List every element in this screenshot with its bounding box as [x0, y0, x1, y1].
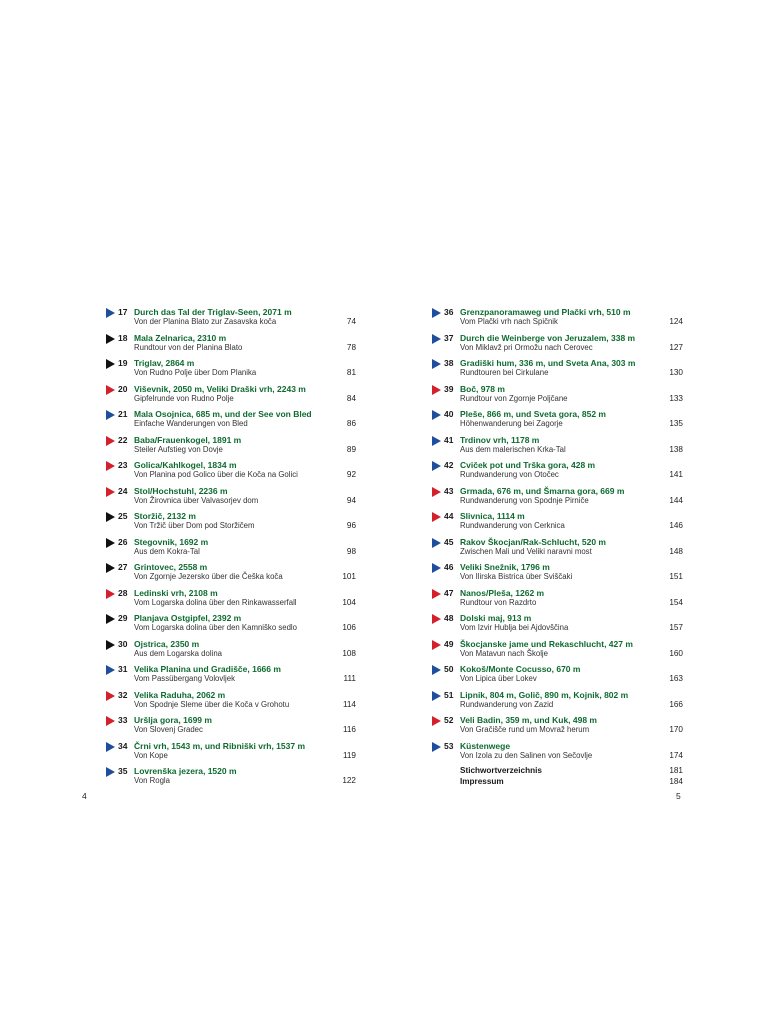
- tour-title: Dolski maj, 913 m: [460, 613, 532, 623]
- tour-subtitle: Von Rogla: [134, 776, 170, 785]
- page-ref: 160: [669, 648, 683, 658]
- page-ref: 96: [346, 521, 356, 530]
- toc-entry: [432, 740, 683, 766]
- difficulty-flag-icon: [106, 640, 115, 650]
- tour-number: 22: [118, 434, 128, 445]
- tour-number: 31: [118, 664, 128, 674]
- toc-entry: [432, 306, 683, 332]
- tour-title: Veliki Snežnik, 1796 m: [460, 562, 550, 572]
- tour-title: Lovrenška jezera, 1520 m: [134, 766, 237, 776]
- difficulty-flag-icon: [432, 563, 441, 573]
- tour-subtitle: Rundwanderung von Otočec: [460, 470, 559, 479]
- page-ref: 86: [346, 419, 356, 428]
- difficulty-flag-icon: [432, 614, 441, 624]
- tour-subtitle: Vom Izvir Hublja bei Ajdovščina: [460, 623, 569, 632]
- tour-subtitle: Zwischen Mali und Veliki naravni most: [460, 546, 592, 556]
- toc-entry: [106, 434, 356, 460]
- tour-number: 41: [444, 434, 454, 445]
- difficulty-flag-icon: [106, 665, 115, 675]
- tour-title: Slivnica, 1114 m: [460, 511, 525, 521]
- tour-subtitle: Rundwanderung von Zazid: [460, 699, 554, 709]
- page-ref: 154: [669, 597, 683, 607]
- tour-number: 43: [444, 485, 454, 496]
- tour-number: 44: [444, 511, 454, 521]
- toc-entry: [432, 689, 683, 715]
- toc-entry: [432, 663, 683, 689]
- tour-title: Ledinski vrh, 2108 m: [134, 587, 218, 598]
- toc-entry: [106, 765, 356, 791]
- tour-subtitle: Rundtour von Razdrto: [460, 597, 537, 607]
- difficulty-flag-icon: [432, 436, 441, 446]
- tour-title: Ojstrica, 2350 m: [134, 638, 200, 649]
- tour-number: 28: [118, 587, 128, 598]
- tour-number: 26: [118, 536, 128, 547]
- difficulty-flag-icon: [106, 512, 115, 522]
- tour-subtitle: Von Kope: [134, 750, 168, 760]
- difficulty-flag-icon: [106, 334, 115, 344]
- difficulty-flag-icon: [106, 742, 115, 752]
- tour-subtitle: Einfache Wanderungen von Bled: [134, 419, 248, 428]
- tour-title: Črni vrh, 1543 m, und Ribniški vrh, 1537 m: [134, 740, 306, 751]
- tour-title: Viševnik, 2050 m, Veliki Draški vrh, 2243 m: [134, 383, 306, 394]
- page-number-right: 5: [676, 791, 681, 801]
- page-ref: 111: [343, 674, 356, 683]
- difficulty-flag-icon: [432, 385, 441, 395]
- tour-number: 45: [444, 536, 454, 547]
- page-ref: 81: [346, 368, 356, 377]
- tour-title: Küstenwege: [460, 740, 511, 751]
- toc-entry: [432, 459, 683, 485]
- tour-subtitle: Von Lipica über Lokev: [460, 674, 537, 683]
- tour-title: Durch die Weinberge von Jeruzalem, 338 m: [460, 332, 636, 343]
- tour-number: 27: [118, 562, 128, 572]
- tour-subtitle: Von Tržič über Dom pod Storžičem: [134, 521, 255, 530]
- page-ref: 92: [346, 470, 356, 479]
- toc-entry: [106, 510, 356, 536]
- toc-entry: [432, 510, 683, 536]
- page-ref: 146: [669, 521, 683, 530]
- tour-title: Veli Badin, 359 m, und Kuk, 498 m: [460, 715, 597, 725]
- page-ref: 119: [342, 750, 356, 760]
- toc-entry: [106, 459, 356, 485]
- difficulty-flag-icon: [432, 716, 441, 726]
- difficulty-flag-icon: [106, 308, 115, 318]
- page-ref: 141: [669, 470, 683, 479]
- toc-entry: [106, 612, 356, 638]
- page-number-left: 4: [82, 791, 87, 801]
- tour-number: 48: [444, 613, 454, 623]
- tour-subtitle: Rundwanderung von Cerknica: [460, 521, 565, 530]
- tour-subtitle: Von Planina pod Golico über die Koča na Golici: [134, 470, 298, 479]
- tour-subtitle: Von Miklavž pri Ormožu nach Cerovec: [460, 342, 593, 352]
- difficulty-flag-icon: [432, 665, 441, 675]
- tour-title: Velika Raduha, 2062 m: [134, 689, 226, 700]
- page-ref: 144: [669, 495, 683, 505]
- tour-title: Durch das Tal der Triglav-Seen, 2071 m: [134, 307, 292, 317]
- tour-subtitle: Rundtour von der Planina Blato: [134, 342, 243, 352]
- toc-entry: [106, 663, 356, 689]
- tour-subtitle: Steiler Aufstieg von Dovje: [134, 444, 223, 454]
- page-ref: 114: [342, 699, 356, 709]
- toc-appendix-entry: [432, 765, 683, 776]
- tour-number: 17: [118, 307, 128, 317]
- page-ref: 116: [342, 725, 356, 734]
- toc-entry: [432, 587, 683, 613]
- difficulty-flag-icon: [106, 563, 115, 573]
- tour-title: Lipnik, 804 m, Golič, 890 m, Kojnik, 802 m: [460, 689, 629, 700]
- tour-title: Trdinov vrh, 1178 m: [460, 434, 540, 445]
- difficulty-flag-icon: [432, 742, 441, 752]
- toc-column-right: [432, 306, 683, 787]
- difficulty-flag-icon: [432, 512, 441, 522]
- page-ref: 106: [342, 623, 356, 632]
- tour-number: 30: [118, 638, 128, 649]
- tour-number: 21: [118, 409, 128, 419]
- difficulty-flag-icon: [106, 767, 115, 777]
- tour-subtitle: Von Slovenj Gradec: [134, 725, 203, 734]
- difficulty-flag-icon: [106, 461, 115, 471]
- tour-subtitle: Von Zgornje Jezersko über die Češka koča: [134, 572, 283, 581]
- tour-title: Stegovnik, 1692 m: [134, 536, 209, 547]
- difficulty-flag-icon: [432, 691, 441, 701]
- difficulty-flag-icon: [106, 538, 115, 548]
- tour-number: 37: [444, 332, 454, 343]
- toc-entry: [432, 536, 683, 562]
- tour-subtitle: Rundtouren bei Cirkulane: [460, 368, 549, 377]
- page-ref: 166: [669, 699, 683, 709]
- toc-entry: [106, 332, 356, 358]
- tour-title: Velika Planina und Gradišče, 1666 m: [134, 664, 281, 674]
- tour-title: Nanos/Pleša, 1262 m: [460, 587, 545, 598]
- toc-entry: [106, 408, 356, 434]
- tour-number: 50: [444, 664, 454, 674]
- toc-entry: [106, 357, 356, 383]
- toc-entry: [432, 357, 683, 383]
- toc-entry: [432, 612, 683, 638]
- page-ref: 94: [346, 495, 356, 505]
- tour-title: Triglav, 2864 m: [134, 358, 195, 368]
- page-ref: 84: [346, 393, 356, 403]
- difficulty-flag-icon: [106, 691, 115, 701]
- toc-entry: [106, 587, 356, 613]
- toc-entry: [106, 536, 356, 562]
- appendix-label: Impressum: [460, 777, 504, 786]
- tour-number: 36: [444, 307, 454, 317]
- tour-subtitle: Höhenwanderung bei Zagorje: [460, 419, 563, 428]
- difficulty-flag-icon: [106, 589, 115, 599]
- page-ref: 98: [346, 546, 356, 556]
- toc-entry: [106, 740, 356, 766]
- page-ref: 138: [669, 444, 683, 454]
- tour-subtitle: Von Ilirska Bistrica über Sviščaki: [460, 572, 573, 581]
- tour-number: 24: [118, 485, 128, 496]
- tour-subtitle: Gipfelrunde von Rudno Polje: [134, 393, 234, 403]
- page-ref: 78: [346, 342, 356, 352]
- difficulty-flag-icon: [432, 487, 441, 497]
- tour-subtitle: Vom Logarska dolina über den Rinkawasserfall: [134, 597, 297, 607]
- tour-number: 34: [118, 740, 128, 751]
- tour-title: Boč, 978 m: [460, 383, 505, 394]
- tour-subtitle: Von Izola zu den Salinen von Sečovlje: [460, 750, 593, 760]
- tour-number: 29: [118, 613, 128, 623]
- tour-number: 33: [118, 715, 128, 725]
- difficulty-flag-icon: [106, 487, 115, 497]
- page-ref: 181: [669, 766, 683, 775]
- toc-entry: [432, 638, 683, 664]
- tour-title: Planjava Ostgipfel, 2392 m: [134, 613, 242, 623]
- tour-number: 39: [444, 383, 454, 394]
- tour-subtitle: Aus dem Kokra-Tal: [134, 546, 200, 556]
- difficulty-flag-icon: [432, 308, 441, 318]
- page-ref: 89: [346, 444, 356, 454]
- page-ref: 108: [342, 648, 356, 658]
- tour-title: Mala Osojnica, 685 m, und der See von Bled: [134, 409, 312, 419]
- toc-entry: [432, 434, 683, 460]
- tour-title: Baba/Frauenkogel, 1891 m: [134, 434, 242, 445]
- tour-title: Storžič, 2132 m: [134, 511, 196, 521]
- toc-entry: [106, 689, 356, 715]
- toc-entry: [432, 383, 683, 409]
- tour-number: 47: [444, 587, 454, 598]
- tour-subtitle: Von Spodnje Sleme über die Koča v Grohotu: [134, 699, 290, 709]
- toc-entry: [106, 306, 356, 332]
- page-ref: 74: [346, 317, 356, 326]
- tour-subtitle: Von Rudno Polje über Dom Planika: [134, 368, 257, 377]
- tour-subtitle: Rundtour von Zgornje Poljčane: [460, 393, 568, 403]
- tour-title: Cviček pot und Trška gora, 428 m: [460, 460, 596, 470]
- toc-appendix-entry: [432, 776, 683, 787]
- tour-title: Stol/Hochstuhl, 2236 m: [134, 485, 228, 496]
- tour-title: Mala Zelnarica, 2310 m: [134, 332, 227, 343]
- difficulty-flag-icon: [106, 436, 115, 446]
- tour-number: 38: [444, 358, 454, 368]
- tour-number: 51: [444, 689, 454, 700]
- tour-title: Grenzpanoramaweg und Plački vrh, 510 m: [460, 307, 631, 317]
- page-ref: 163: [669, 674, 683, 683]
- tour-number: 49: [444, 638, 454, 649]
- toc-entry: [432, 408, 683, 434]
- appendix-label: Stichwortverzeichnis: [460, 766, 542, 775]
- page-ref: 148: [669, 546, 683, 556]
- tour-title: Pleše, 866 m, und Sveta gora, 852 m: [460, 409, 606, 419]
- tour-title: Škocjanske jame und Rekaschlucht, 427 m: [460, 638, 633, 649]
- difficulty-flag-icon: [106, 410, 115, 420]
- tour-title: Uršlja gora, 1699 m: [134, 715, 212, 725]
- tour-subtitle: Aus dem Logarska dolina: [134, 648, 222, 658]
- tour-subtitle: Von Matavun nach Školje: [460, 648, 548, 658]
- tour-title: Rakov Škocjan/Rak-Schlucht, 520 m: [460, 536, 606, 547]
- tour-number: 53: [444, 740, 454, 751]
- tour-title: Kokoš/Monte Cocusso, 670 m: [460, 664, 581, 674]
- toc-entry: [106, 714, 356, 740]
- tour-title: Grmada, 676 m, und Šmarna gora, 669 m: [460, 485, 625, 496]
- page-ref: 170: [669, 725, 683, 734]
- page-ref: 130: [669, 368, 683, 377]
- page-ref: 122: [342, 776, 356, 785]
- tour-subtitle: Aus dem malerischen Krka-Tal: [460, 444, 566, 454]
- page-ref: 157: [669, 623, 683, 632]
- tour-title: Gradiški hum, 336 m, und Sveta Ana, 303 m: [460, 358, 636, 368]
- difficulty-flag-icon: [106, 359, 115, 369]
- toc-entry: [106, 383, 356, 409]
- tour-number: 25: [118, 511, 128, 521]
- tour-number: 42: [444, 460, 454, 470]
- difficulty-flag-icon: [432, 589, 441, 599]
- tour-number: 35: [118, 766, 128, 776]
- page-ref: 124: [669, 317, 683, 326]
- tour-number: 18: [118, 332, 128, 343]
- page-ref: 133: [669, 393, 683, 403]
- difficulty-flag-icon: [106, 385, 115, 395]
- difficulty-flag-icon: [432, 359, 441, 369]
- page-ref: 127: [669, 342, 683, 352]
- difficulty-flag-icon: [432, 538, 441, 548]
- tour-subtitle: Von der Planina Blato zur Zasavska koča: [134, 317, 277, 326]
- toc-entry: [106, 561, 356, 587]
- page-ref: 101: [342, 572, 356, 581]
- difficulty-flag-icon: [106, 716, 115, 726]
- difficulty-flag-icon: [432, 461, 441, 471]
- tour-number: 23: [118, 460, 128, 470]
- page-ref: 174: [669, 750, 683, 760]
- tour-number: 19: [118, 358, 128, 368]
- tour-number: 52: [444, 715, 454, 725]
- tour-title: Grintovec, 2558 m: [134, 562, 208, 572]
- toc-entry: [432, 332, 683, 358]
- page-ref: 104: [342, 597, 356, 607]
- tour-subtitle: Vom Passübergang Volovljek: [134, 674, 235, 683]
- toc-column-left: [106, 306, 356, 791]
- tour-number: 46: [444, 562, 454, 572]
- difficulty-flag-icon: [432, 334, 441, 344]
- difficulty-flag-icon: [432, 640, 441, 650]
- tour-number: 20: [118, 383, 128, 394]
- toc-entry: [432, 714, 683, 740]
- tour-subtitle: Vom Plački vrh nach Spičnik: [460, 317, 558, 326]
- tour-subtitle: Von Gračišče rund um Movraž herum: [460, 725, 590, 734]
- page-ref: 151: [669, 572, 683, 581]
- toc-entry: [432, 485, 683, 511]
- page-ref: 135: [669, 419, 683, 428]
- toc-entry: [432, 561, 683, 587]
- tour-number: 32: [118, 689, 128, 700]
- tour-number: 40: [444, 409, 454, 419]
- tour-subtitle: Vom Logarska dolina über den Kamniško sedlo: [134, 623, 297, 632]
- tour-title: Golica/Kahlkogel, 1834 m: [134, 460, 237, 470]
- tour-subtitle: Rundwanderung von Spodnje Pirniče: [460, 495, 589, 505]
- page-ref: 184: [669, 777, 683, 786]
- toc-entry: [106, 485, 356, 511]
- toc-entry: [106, 638, 356, 664]
- difficulty-flag-icon: [432, 410, 441, 420]
- difficulty-flag-icon: [106, 614, 115, 624]
- tour-subtitle: Von Žirovnica über Valvasorjev dom: [134, 495, 259, 505]
